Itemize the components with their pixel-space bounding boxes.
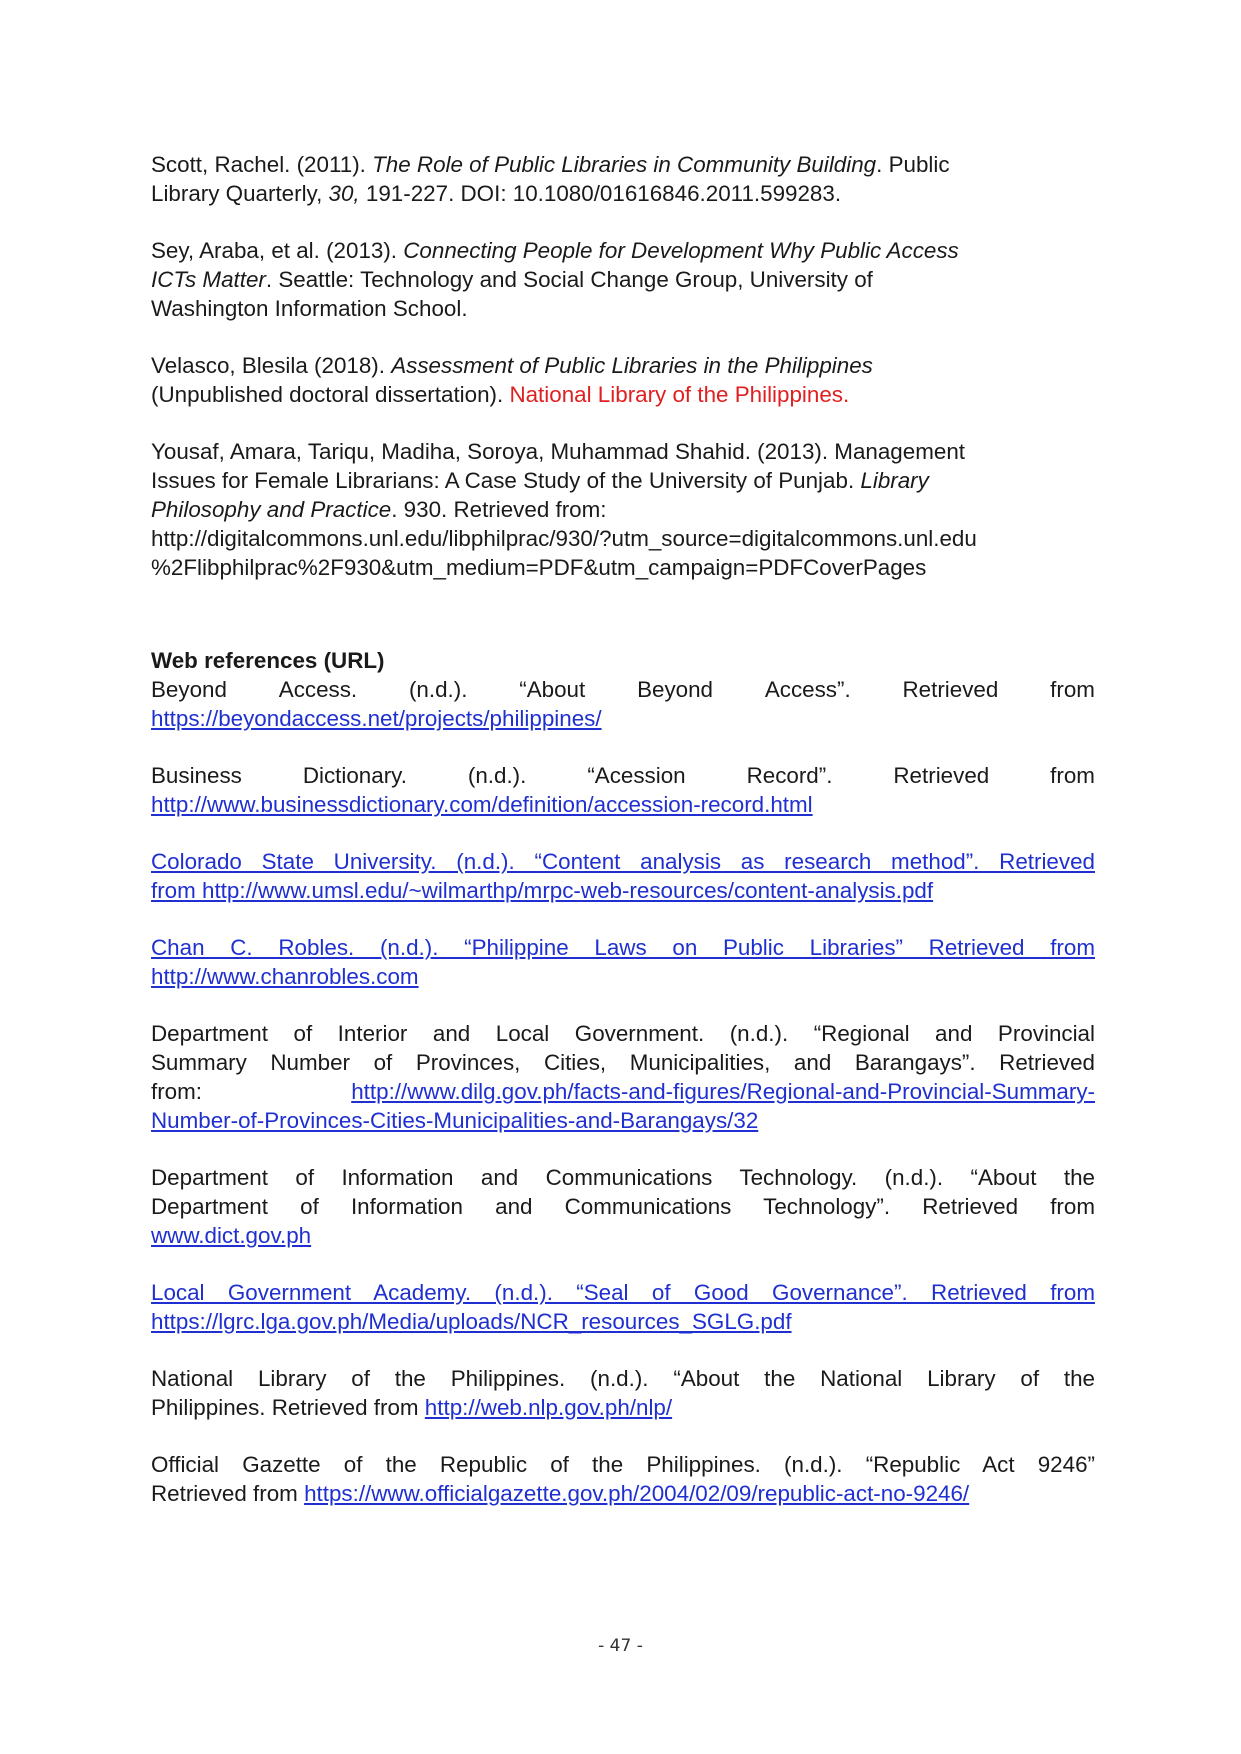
reference-official-gazette xyxy=(151,1450,1095,1508)
chan-robles-link-line-1[interactable]: Chan C. Robles. (n.d.). “Philippine Laws on Public Libraries” Retrieved from xyxy=(151,935,1095,960)
reference-business-dictionary xyxy=(151,761,1095,819)
page-number: - 47 - xyxy=(598,1636,643,1656)
reference-velasco xyxy=(151,351,1095,409)
ref-text: Yousaf, Amara, Tariqu, Madiha, Soroya, Muhammad Shahid. (2013). Management xyxy=(151,439,965,464)
references-content xyxy=(151,150,1095,1536)
justified-line xyxy=(151,1077,1095,1106)
word: Retrieved xyxy=(893,763,990,788)
ref-text: Department of Information and Communications Technology”. Retrieved from xyxy=(151,1194,1095,1219)
word: “Acession xyxy=(587,763,686,788)
word: (n.d.). xyxy=(467,763,527,788)
word: Retrieved xyxy=(902,677,999,702)
reference-dict xyxy=(151,1163,1095,1250)
ref-volume: 30, xyxy=(328,181,360,206)
lga-link-line-1[interactable]: Local Government Academy. (n.d.). “Seal of Good Governance”. Retrieved from xyxy=(151,1280,1095,1305)
ref-text: Retrieved from xyxy=(151,1481,305,1506)
ref-title: ICTs Matter xyxy=(151,267,266,292)
ref-title: Philosophy and Practice xyxy=(151,497,392,522)
reference-sey xyxy=(151,236,1095,323)
reference-lga xyxy=(151,1278,1095,1336)
word: (n.d.). xyxy=(408,677,468,702)
ref-text: . Seattle: Technology and Social Change Group, University of xyxy=(265,267,873,292)
ref-text: Department of Interior and Local Government. (n.d.). “Regional and Provincial xyxy=(151,1021,1095,1046)
word: from xyxy=(1050,677,1095,702)
word: Access”. xyxy=(764,677,851,702)
ref-title: Assessment of Public Libraries in the Philippines xyxy=(391,353,873,378)
ref-url-text: http://digitalcommons.unl.edu/libphilprac/930/?utm_source=digitalcommons.unl.edu xyxy=(151,526,977,551)
reference-scott xyxy=(151,150,1095,208)
ref-text: Department of Information and Communications Technology. (n.d.). “About the xyxy=(151,1165,1095,1190)
ref-url-text: %2Flibphilprac%2F930&utm_medium=PDF&utm_campaign=PDFCoverPages xyxy=(151,555,927,580)
dilg-link-line-2[interactable]: Number-of-Provinces-Cities-Municipalities-and-Barangays/32 xyxy=(151,1108,759,1133)
word: Beyond xyxy=(151,677,227,702)
ref-text: Philippines. Retrieved from xyxy=(151,1395,425,1420)
reference-beyond-access xyxy=(151,675,1095,733)
ref-highlight-red: National Library of the Philippines. xyxy=(509,382,850,407)
colorado-link-line-2[interactable]: from http://www.umsl.edu/~wilmarthp/mrpc-web-resources/content-analysis.pdf xyxy=(151,878,934,903)
web-references-section xyxy=(151,646,1095,1508)
reference-chan-robles xyxy=(151,933,1095,991)
word: “About xyxy=(519,677,586,702)
lga-link-line-2[interactable]: https://lgrc.lga.gov.ph/Media/uploads/NCR_resources_SGLG.pdf xyxy=(151,1309,792,1334)
ref-text: Sey, Araba, et al. (2013). xyxy=(151,238,404,263)
ref-text: Velasco, Blesila (2018). xyxy=(151,353,392,378)
reference-yousaf xyxy=(151,437,1095,582)
ref-text: Summary Number of Provinces, Cities, Municipalities, and Barangays”. Retrieved xyxy=(151,1050,1095,1075)
ref-text: from: xyxy=(151,1079,203,1104)
justified-line xyxy=(151,761,1095,790)
ref-text: Issues for Female Librarians: A Case Study of the University of Punjab. xyxy=(151,468,861,493)
ref-text: . Public xyxy=(876,152,950,177)
word: Record”. xyxy=(746,763,833,788)
colorado-link-line-1[interactable]: Colorado State University. (n.d.). “Content analysis as research method”. Retrieved xyxy=(151,849,1095,874)
dilg-link-line-1[interactable]: http://www.dilg.gov.ph/facts-and-figures/Regional-and-Provincial-Summary- xyxy=(351,1079,1095,1104)
word: Beyond xyxy=(637,677,714,702)
reference-nlp xyxy=(151,1364,1095,1422)
ref-text: National Library of the Philippines. (n.d.). “About the National Library of the xyxy=(151,1366,1095,1391)
business-dictionary-link[interactable]: http://www.businessdictionary.com/definition/accession-record.html xyxy=(151,792,813,817)
word: Access. xyxy=(278,677,358,702)
beyond-access-link[interactable]: https://beyondaccess.net/projects/philippines/ xyxy=(151,706,602,731)
ref-text: Official Gazette of the Republic of the Philippines. (n.d.). “Republic Act 9246” xyxy=(151,1452,1095,1477)
ref-text: Library Quarterly, xyxy=(151,181,329,206)
ref-title: The Role of Public Libraries in Community Building xyxy=(372,152,877,177)
ref-title: Connecting People for Development Why Public Access xyxy=(403,238,959,263)
ref-text: 191-227. DOI: 10.1080/01616846.2011.599283. xyxy=(359,181,842,206)
reference-dilg xyxy=(151,1019,1095,1135)
word: from xyxy=(1050,763,1095,788)
word: Dictionary. xyxy=(302,763,407,788)
ref-text: . 930. Retrieved from: xyxy=(391,497,607,522)
dict-link[interactable]: www.dict.gov.ph xyxy=(151,1223,312,1248)
gazette-link[interactable]: https://www.officialgazette.gov.ph/2004/02/09/republic-act-no-9246/ xyxy=(304,1481,970,1506)
word: Business xyxy=(151,763,242,788)
ref-text: (Unpublished doctoral dissertation). xyxy=(151,382,510,407)
ref-title: Library xyxy=(860,468,929,493)
nlp-link[interactable]: http://web.nlp.gov.ph/nlp/ xyxy=(424,1395,673,1420)
justified-line xyxy=(151,675,1095,704)
section-heading: Web references (URL) xyxy=(151,648,385,673)
chan-robles-link-line-2[interactable]: http://www.chanrobles.com xyxy=(151,964,419,989)
reference-colorado xyxy=(151,847,1095,905)
ref-text: Scott, Rachel. (2011). xyxy=(151,152,373,177)
ref-text: Washington Information School. xyxy=(151,296,468,321)
